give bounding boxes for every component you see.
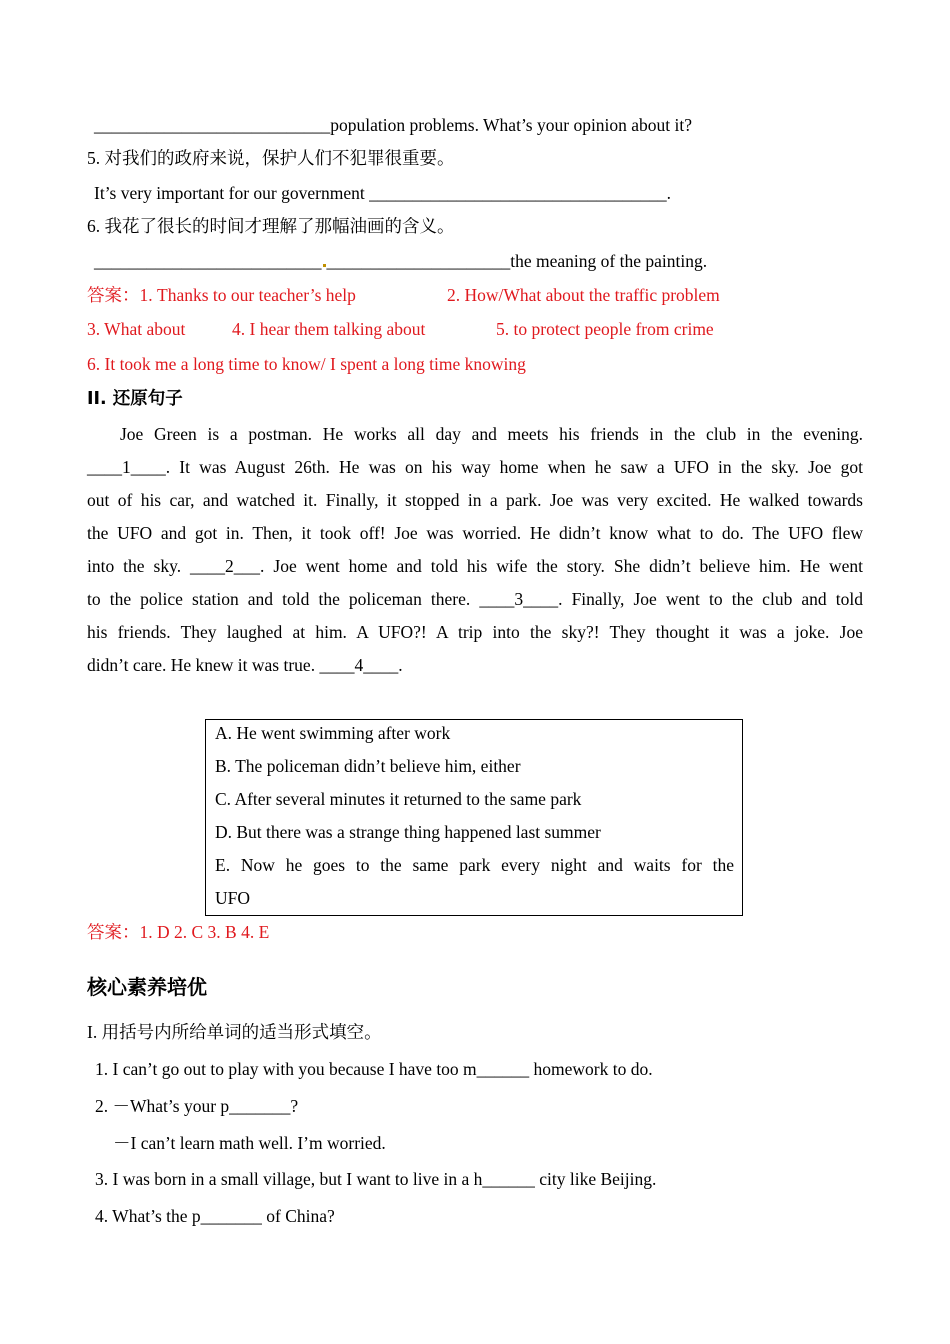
passage-line-5: into the sky. ____2___. Joe went home and told his wife the story. She didn’t believe him. He went bbox=[87, 556, 863, 576]
passage-line-8: didn’t care. He knew it was true. ____4____. bbox=[87, 655, 403, 675]
passage-line-3: out of his car, and watched it. Finally, it stopped in a park. Joe was very excited. He walked towards bbox=[87, 490, 863, 510]
fill-question-4: 4. What’s the p_______ of China? bbox=[95, 1206, 335, 1226]
blank-a: __________________________ bbox=[94, 251, 322, 271]
passage-line-7: his friends. They laughed at him. A UFO?! A trip into the sky?! They thought it was a joke. Joe bbox=[87, 622, 863, 642]
option-c: C. After several minutes it returned to the same park bbox=[215, 789, 582, 809]
answer-4: 4. I hear them talking about bbox=[232, 319, 426, 339]
fill-question-2-reply: －I can’t learn math well. I’m worried. bbox=[113, 1133, 386, 1153]
option-e: E. Now he goes to the same park every night and waits for the bbox=[215, 855, 734, 875]
option-a: A. He went swimming after work bbox=[215, 723, 451, 743]
fill-question-3: 3. I was born in a small village, but I want to live in a h______ city like Beijing. bbox=[95, 1169, 657, 1189]
dot-mark bbox=[323, 264, 326, 267]
section-title-restore: II. 还原句子 bbox=[87, 389, 183, 409]
options-box bbox=[205, 719, 743, 916]
answer-5: 5. to protect people from crime bbox=[496, 319, 714, 339]
answer-1-2-a: 答案：1. Thanks to our teacher’s help bbox=[87, 285, 356, 305]
answer-restore: 答案：1. D 2. C 3. B 4. E bbox=[87, 922, 270, 942]
passage-line-6: to the police station and told the policeman there. ____3____. Finally, Joe went to the club and told bbox=[87, 589, 863, 609]
section-heading-core: 核心素养培优 bbox=[87, 975, 207, 999]
blank-b: _____________________the meaning of the painting. bbox=[326, 251, 708, 271]
fill-question-2: 2. －What’s your p_______? bbox=[95, 1096, 299, 1116]
answer-6: 6. It took me a long time to know/ I spent a long time knowing bbox=[87, 354, 526, 374]
passage-line-2: ____1____. It was August 26th. He was on his way home when he saw a UFO in the sky. Joe got bbox=[87, 457, 863, 477]
passage-line-1: Joe Green is a postman. He works all day and meets his friends in the club in the evening. bbox=[120, 424, 863, 444]
fill-question-1: 1. I can’t go out to play with you because I have too m______ homework to do. bbox=[95, 1059, 653, 1079]
option-b: B. The policeman didn’t believe him, either bbox=[215, 756, 521, 776]
question-6-chinese: 6. 我花了很长的时间才理解了那幅油画的含义。 bbox=[87, 216, 455, 236]
option-e-continued: UFO bbox=[215, 888, 251, 908]
option-d: D. But there was a strange thing happened last summer bbox=[215, 822, 601, 842]
answer-3: 3. What about bbox=[87, 319, 186, 339]
passage-line-4: the UFO and got in. Then, it took off! Joe was worried. He didn’t know what to do. The UFO flew bbox=[87, 523, 863, 543]
fill-line-population: ___________________________population problems. What’s your opinion about it? bbox=[94, 115, 693, 135]
question-5-english: It’s very important for our government __________________________________. bbox=[94, 183, 671, 203]
answer-1-2-b: 2. How/What about the traffic problem bbox=[447, 285, 720, 305]
fill-instruction: I. 用括号内所给单词的适当形式填空。 bbox=[87, 1022, 382, 1042]
question-5-chinese: 5. 对我们的政府来说，保护人们不犯罪很重要。 bbox=[87, 148, 455, 168]
question-6-english bbox=[94, 250, 707, 272]
